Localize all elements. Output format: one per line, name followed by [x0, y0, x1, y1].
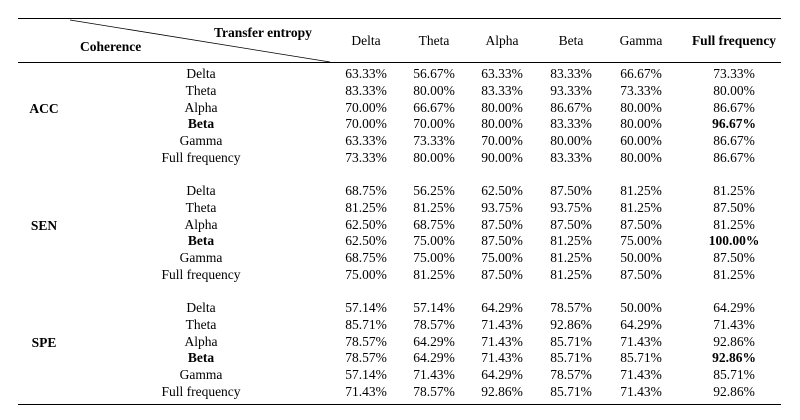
table-cell: 85.71% [620, 350, 662, 366]
table-cell: 56.67% [413, 66, 455, 81]
table-cell: 75.00% [481, 250, 523, 266]
table-cell: 64.29% [713, 300, 755, 315]
band-label: Beta [187, 350, 215, 366]
table-cell: 75.00% [413, 233, 455, 249]
table-cell: 71.43% [713, 316, 755, 332]
band-label: Theta [185, 316, 217, 332]
table-cell: 68.75% [413, 216, 455, 232]
table-cell: 93.75% [550, 199, 592, 215]
table-cell: 100.00% [708, 233, 760, 249]
table-cell: 86.67% [713, 99, 755, 115]
table-cell: 62.50% [345, 233, 387, 249]
table-cell: 68.75% [345, 183, 387, 198]
table-cell: 71.43% [481, 333, 523, 349]
band-label: Full frequency [161, 384, 241, 399]
table-cell: 85.71% [345, 316, 387, 332]
band-label: Alpha [184, 99, 218, 115]
table-cell: 87.50% [550, 183, 592, 198]
table-cell: 64.29% [481, 300, 523, 315]
table-cell: 71.43% [481, 350, 523, 366]
table-cell: 64.29% [620, 316, 662, 332]
table-cell: 85.71% [550, 350, 592, 366]
table-cell: 92.86% [481, 384, 523, 399]
band-label: Gamma [179, 367, 223, 383]
table-cell: 86.67% [713, 150, 755, 165]
table-cell: 80.00% [620, 116, 662, 132]
table-cell: 83.33% [481, 82, 523, 98]
band-label: Theta [185, 199, 217, 215]
table-cell: 81.25% [713, 183, 755, 198]
table-cell: 73.33% [713, 66, 755, 81]
table-cell: 93.33% [550, 82, 592, 98]
table-cell: 62.50% [481, 183, 523, 198]
table-cell: 83.33% [345, 82, 387, 98]
band-label: Full frequency [161, 267, 241, 282]
table-cell: 80.00% [481, 116, 523, 132]
table-cell: 83.33% [550, 66, 592, 81]
column-header: Alpha [485, 33, 519, 48]
table-cell: 71.43% [620, 333, 662, 349]
table-cell: 70.00% [345, 99, 387, 115]
table-cell: 73.33% [413, 133, 455, 149]
table-cell: 50.00% [620, 300, 662, 315]
table-cell: 92.86% [713, 384, 755, 399]
metric-label: SPE [31, 335, 57, 350]
table-cell: 81.25% [413, 199, 455, 215]
table-cell: 56.25% [413, 183, 455, 198]
table-cell: 75.00% [345, 267, 387, 282]
table-cell: 80.00% [620, 150, 662, 165]
table-cell: 71.43% [413, 367, 455, 383]
table-cell: 64.29% [481, 367, 523, 383]
table-cell: 80.00% [713, 82, 755, 98]
band-label: Delta [186, 183, 216, 198]
table-cell: 92.86% [713, 333, 755, 349]
table-cell: 63.33% [345, 133, 387, 149]
table-cell: 85.71% [550, 384, 592, 399]
table-cell: 70.00% [345, 116, 387, 132]
table-cell: 87.50% [620, 216, 662, 232]
table-cell: 81.25% [713, 267, 755, 282]
table-cell: 73.33% [620, 82, 662, 98]
table-cell: 81.25% [620, 199, 662, 215]
table-cell: 57.14% [345, 300, 387, 315]
column-header: Beta [558, 33, 584, 48]
band-label: Gamma [179, 133, 223, 149]
metric-label: SEN [30, 218, 58, 233]
table-cell: 71.43% [620, 367, 662, 383]
table-cell: 90.00% [481, 150, 523, 165]
table-cell: 92.86% [550, 316, 592, 332]
table-cell: 81.25% [550, 233, 592, 249]
column-header: Theta [418, 33, 450, 48]
table-cell: 75.00% [413, 250, 455, 266]
table-cell: 96.67% [712, 116, 756, 132]
table-cell: 70.00% [481, 133, 523, 149]
table-cell: 78.57% [550, 300, 592, 315]
table-cell: 87.50% [550, 216, 592, 232]
table-cell: 85.71% [550, 333, 592, 349]
table-cell: 71.43% [345, 384, 387, 399]
table-cell: 63.33% [481, 66, 523, 81]
table-cell: 57.14% [345, 367, 387, 383]
metric-label: ACC [29, 101, 59, 116]
table-cell: 66.67% [620, 66, 662, 81]
table-cell: 73.33% [345, 150, 387, 165]
table-cell: 78.57% [345, 350, 387, 366]
column-header: Full frequency [691, 33, 777, 48]
table-cell: 81.25% [413, 267, 455, 282]
table-cell: 78.57% [413, 384, 455, 399]
table-cell: 83.33% [550, 150, 592, 165]
table-cell: 87.50% [713, 199, 755, 215]
table-cell: 81.25% [620, 183, 662, 198]
band-label: Delta [186, 66, 216, 81]
table-cell: 75.00% [620, 233, 662, 249]
table-cell: 85.71% [713, 367, 755, 383]
table-cell: 80.00% [413, 150, 455, 165]
table-cell: 87.50% [620, 267, 662, 282]
table-cell: 93.75% [481, 199, 523, 215]
table-cell: 71.43% [620, 384, 662, 399]
table-cell: 86.67% [550, 99, 592, 115]
band-label: Theta [185, 82, 217, 98]
band-label: Delta [186, 300, 216, 315]
table-cell: 81.25% [345, 199, 387, 215]
table-cell: 64.29% [413, 350, 455, 366]
table-cell: 50.00% [620, 250, 662, 266]
table-cell: 78.57% [413, 316, 455, 332]
band-label: Alpha [184, 216, 218, 232]
column-header: Delta [351, 33, 381, 48]
table-cell: 87.50% [481, 267, 523, 282]
table-cell: 63.33% [345, 66, 387, 81]
table-cell: 71.43% [481, 316, 523, 332]
table-cell: 81.25% [713, 216, 755, 232]
table-cell: 87.50% [481, 233, 523, 249]
table-cell: 78.57% [550, 367, 592, 383]
band-label: Beta [187, 116, 215, 132]
table-cell: 57.14% [413, 300, 455, 315]
table-cell: 83.33% [550, 116, 592, 132]
corner-label-transfer-entropy: Transfer entropy [214, 25, 312, 40]
table-cell: 80.00% [481, 99, 523, 115]
table-cell: 70.00% [413, 116, 455, 132]
band-label: Beta [187, 233, 215, 249]
table-cell: 78.57% [345, 333, 387, 349]
band-label: Full frequency [161, 150, 241, 165]
band-label: Gamma [179, 250, 223, 266]
table-cell: 60.00% [620, 133, 662, 149]
corner-label-coherence: Coherence [80, 39, 142, 54]
band-label: Alpha [184, 333, 218, 349]
table-cell: 87.50% [713, 250, 755, 266]
column-header: Gamma [619, 33, 663, 48]
table-cell: 64.29% [413, 333, 455, 349]
table-cell: 80.00% [413, 82, 455, 98]
table-cell: 81.25% [550, 267, 592, 282]
table-cell: 80.00% [550, 133, 592, 149]
table-cell: 80.00% [620, 99, 662, 115]
table-cell: 62.50% [345, 216, 387, 232]
table-cell: 87.50% [481, 216, 523, 232]
table-cell: 66.67% [413, 99, 455, 115]
table-cell: 92.86% [712, 350, 756, 366]
table-cell: 81.25% [550, 250, 592, 266]
table-cell: 68.75% [345, 250, 387, 266]
table-cell: 86.67% [713, 133, 755, 149]
